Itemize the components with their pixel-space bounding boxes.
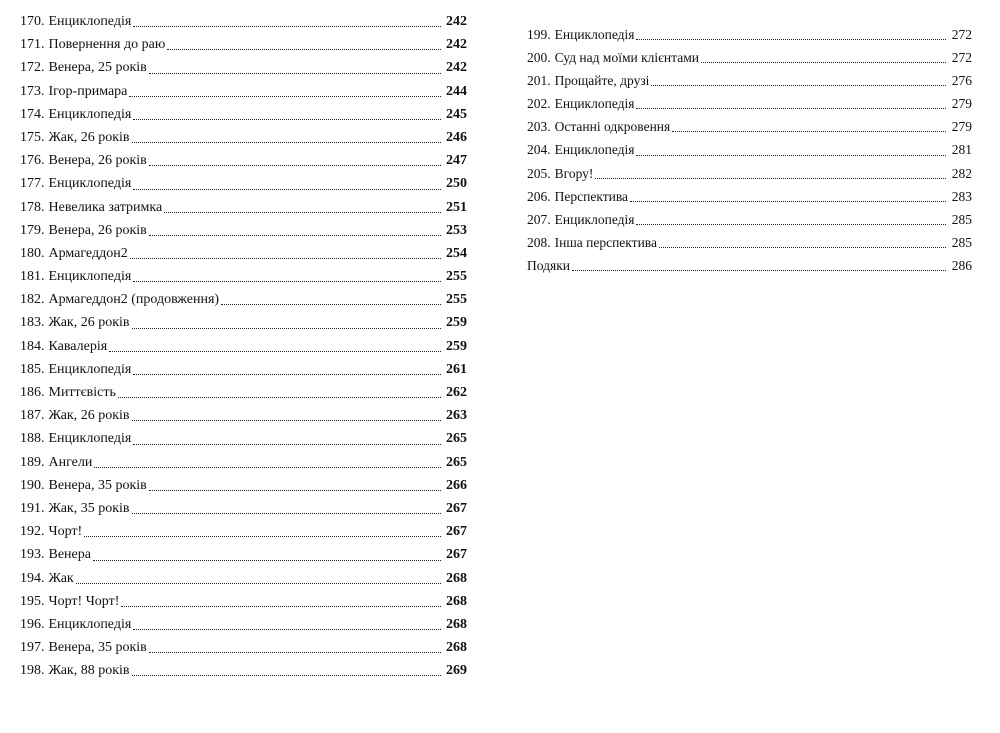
entry-title: Жак, 88 років xyxy=(48,663,130,679)
toc-entry[interactable] xyxy=(527,69,972,92)
entry-page-number: 250 xyxy=(446,176,467,192)
entry-number: 189. xyxy=(20,454,45,470)
toc-entry[interactable] xyxy=(20,149,467,172)
dot-leader xyxy=(595,177,946,179)
entry-number: 200. xyxy=(527,50,551,66)
toc-entry[interactable] xyxy=(20,474,467,497)
entry-page-number: 279 xyxy=(951,119,972,135)
entry-page-number: 254 xyxy=(446,245,467,261)
entry-title: Енциклопедія xyxy=(48,431,132,447)
dot-leader xyxy=(149,72,441,74)
entry-title: Кавалерія xyxy=(48,338,108,354)
entry-number: 195. xyxy=(20,593,45,609)
entry-title: Енциклопедія xyxy=(48,616,132,632)
entry-title: Жак, 26 років xyxy=(48,315,130,331)
entry-number: 183. xyxy=(20,315,45,331)
entry-page-number: 266 xyxy=(446,477,467,493)
entry-number: 207. xyxy=(527,211,551,227)
toc-entry[interactable] xyxy=(20,613,467,636)
entry-title: Жак, 26 років xyxy=(48,408,130,424)
entry-title: Суд над моїми клієнтами xyxy=(554,50,699,66)
entry-page-number: 285 xyxy=(951,234,972,250)
entry-title: Миттєвість xyxy=(48,385,116,400)
toc-entry[interactable] xyxy=(20,56,467,79)
entry-number: 192. xyxy=(20,524,45,540)
toc-entry[interactable] xyxy=(20,10,467,33)
toc-entry[interactable] xyxy=(527,23,972,46)
entry-page-number: 242 xyxy=(446,37,467,53)
dot-leader xyxy=(149,489,441,491)
dot-leader xyxy=(149,234,441,236)
entry-number: 193. xyxy=(20,547,45,563)
toc-entry[interactable] xyxy=(20,451,467,474)
entry-number: 172. xyxy=(20,60,45,76)
entry-page-number: 259 xyxy=(446,338,467,354)
toc-entry[interactable] xyxy=(20,311,467,334)
toc-entry[interactable] xyxy=(20,358,467,381)
entry-page-number: 244 xyxy=(446,83,467,99)
entry-page-number: 251 xyxy=(446,199,467,215)
toc-entry[interactable] xyxy=(20,265,467,288)
entry-page-number: 267 xyxy=(446,524,467,540)
entry-page-number: 255 xyxy=(446,269,467,285)
dot-leader xyxy=(130,257,441,259)
entry-page-number: 242 xyxy=(446,60,467,76)
entry-number: 208. xyxy=(527,234,551,250)
entry-number: 201. xyxy=(527,73,551,89)
toc-entry[interactable] xyxy=(527,162,972,185)
toc-entry[interactable] xyxy=(527,231,972,254)
dot-leader xyxy=(149,164,441,166)
entry-page-number: 285 xyxy=(951,211,972,227)
entry-title: Венера, 26 років xyxy=(48,153,147,169)
dot-leader xyxy=(701,61,946,63)
entry-title: Енциклопедія xyxy=(554,27,635,42)
entry-title: Подяки xyxy=(527,257,570,273)
entry-title: Ігор-примара xyxy=(48,83,128,99)
entry-title: Повернення до раю xyxy=(48,37,166,53)
entry-page-number: 255 xyxy=(446,292,467,308)
entry-number: 179. xyxy=(20,222,45,238)
dot-leader xyxy=(133,373,441,375)
dot-leader xyxy=(636,38,946,40)
toc-entry[interactable] xyxy=(20,636,467,659)
entry-title: Жак xyxy=(48,570,74,586)
entry-title: Армагеддон2 xyxy=(48,245,128,261)
entry-title: Останні одкровення xyxy=(554,119,671,135)
dot-leader xyxy=(149,651,441,653)
toc-entry[interactable] xyxy=(20,33,467,56)
dot-leader xyxy=(132,327,441,329)
toc-entry[interactable] xyxy=(20,80,467,103)
dot-leader xyxy=(133,443,441,445)
entry-title: Енциклопедія xyxy=(48,14,132,29)
entry-page-number: 282 xyxy=(951,165,972,181)
dot-leader xyxy=(133,25,441,27)
entry-number: 205. xyxy=(527,165,551,181)
dot-leader xyxy=(84,535,441,537)
dot-leader xyxy=(636,223,946,225)
entry-page-number: 262 xyxy=(446,385,467,400)
entry-page-number: 279 xyxy=(951,96,972,112)
toc-entry[interactable] xyxy=(20,427,467,450)
entry-number: 203. xyxy=(527,119,551,135)
toc-entry[interactable] xyxy=(527,46,972,69)
entry-page-number: 242 xyxy=(446,14,467,29)
entry-page-number: 268 xyxy=(446,593,467,609)
entry-title: Енциклопедія xyxy=(48,176,132,192)
toc-entry[interactable] xyxy=(20,219,467,242)
entry-number: 202. xyxy=(527,96,551,112)
entry-title: Чорт! Чорт! xyxy=(48,593,120,609)
entry-number: 180. xyxy=(20,245,45,261)
entry-title: Жак, 35 років xyxy=(48,500,130,516)
entry-number: 204. xyxy=(527,142,551,158)
entry-page-number: 269 xyxy=(446,663,467,679)
dot-leader xyxy=(133,628,441,630)
dot-leader xyxy=(132,674,441,676)
entry-page-number: 286 xyxy=(951,257,972,273)
entry-page-number: 247 xyxy=(446,153,467,169)
entry-page-number: 283 xyxy=(951,188,972,204)
entry-number: 185. xyxy=(20,361,45,377)
dot-leader xyxy=(133,280,441,282)
entry-title: Невелика затримка xyxy=(48,199,163,215)
entry-number: 186. xyxy=(20,385,45,400)
toc-entry[interactable] xyxy=(20,126,467,149)
entry-number: 187. xyxy=(20,408,45,424)
dot-leader xyxy=(121,605,441,607)
toc-entry[interactable] xyxy=(20,288,467,311)
entry-title: Венера, 25 років xyxy=(48,60,147,76)
entry-page-number: 261 xyxy=(446,361,467,377)
entry-title: Енциклопедія xyxy=(554,142,635,158)
dot-leader xyxy=(93,559,441,561)
dot-leader xyxy=(572,269,946,271)
entry-number: 178. xyxy=(20,199,45,215)
toc-entry[interactable] xyxy=(20,335,467,358)
toc-right-column xyxy=(527,23,972,277)
entry-title: Жак, 26 років xyxy=(48,129,130,145)
toc-entry[interactable] xyxy=(20,242,467,265)
entry-page-number: 276 xyxy=(951,73,972,89)
entry-page-number: 272 xyxy=(951,27,972,42)
toc-entry[interactable] xyxy=(527,208,972,231)
entry-title: Енциклопедія xyxy=(554,211,635,227)
toc-entry[interactable] xyxy=(20,520,467,543)
dot-leader xyxy=(672,130,946,132)
entry-title: Інша перспектива xyxy=(554,234,657,250)
dot-leader xyxy=(132,419,441,421)
toc-entry[interactable] xyxy=(527,138,972,161)
entry-number: 196. xyxy=(20,616,45,632)
entry-title: Енциклопедія xyxy=(48,269,132,285)
entry-page-number: 246 xyxy=(446,129,467,145)
entry-title: Перспектива xyxy=(554,188,629,204)
entry-page-number: 265 xyxy=(446,431,467,447)
entry-number: 206. xyxy=(527,188,551,204)
entry-title: Венера, 35 років xyxy=(48,477,147,493)
dot-leader xyxy=(76,582,441,584)
entry-title: Венера, 26 років xyxy=(48,222,147,238)
toc-entry[interactable] xyxy=(527,185,972,208)
dot-leader xyxy=(221,303,441,305)
entry-title: Венера, 35 років xyxy=(48,640,147,656)
dot-leader xyxy=(109,350,441,352)
entry-number: 175. xyxy=(20,129,45,145)
entry-title: Ангели xyxy=(48,454,93,470)
entry-page-number: 272 xyxy=(951,50,972,66)
entry-number: 198. xyxy=(20,663,45,679)
toc-entry[interactable] xyxy=(20,659,467,682)
entry-number: 170. xyxy=(20,14,45,29)
dot-leader xyxy=(636,107,946,109)
toc-entry[interactable] xyxy=(20,196,467,219)
entry-page-number: 253 xyxy=(446,222,467,238)
toc-left-column xyxy=(20,10,467,682)
dot-leader xyxy=(129,95,441,97)
entry-number: 188. xyxy=(20,431,45,447)
entry-number: 171. xyxy=(20,37,45,53)
entry-page-number: 263 xyxy=(446,408,467,424)
dot-leader xyxy=(630,200,946,202)
toc-entry[interactable] xyxy=(527,115,972,138)
entry-page-number: 268 xyxy=(446,640,467,656)
toc-entry[interactable] xyxy=(20,103,467,126)
toc-entry[interactable] xyxy=(527,254,972,277)
entry-number: 173. xyxy=(20,83,45,99)
entry-page-number: 268 xyxy=(446,570,467,586)
entry-number: 174. xyxy=(20,106,45,122)
dot-leader xyxy=(133,188,441,190)
entry-title: Чорт! xyxy=(48,524,83,540)
dot-leader xyxy=(659,246,946,248)
dot-leader xyxy=(636,154,946,156)
dot-leader xyxy=(133,118,441,120)
entry-number: 176. xyxy=(20,153,45,169)
entry-title: Армагеддон2 (продовження) xyxy=(48,292,220,308)
entry-number: 194. xyxy=(20,570,45,586)
dot-leader xyxy=(167,48,441,50)
entry-number: 199. xyxy=(527,27,551,42)
entry-page-number: 281 xyxy=(951,142,972,158)
dot-leader xyxy=(164,211,441,213)
toc-entry[interactable] xyxy=(20,497,467,520)
dot-leader xyxy=(132,512,441,514)
entry-title: Енциклопедія xyxy=(48,361,132,377)
entry-page-number: 265 xyxy=(446,454,467,470)
dot-leader xyxy=(132,141,441,143)
entry-number: 182. xyxy=(20,292,45,308)
entry-number: 181. xyxy=(20,269,45,285)
toc-entry[interactable] xyxy=(20,543,467,566)
entry-title: Енциклопедія xyxy=(554,96,635,112)
toc-entry[interactable] xyxy=(20,567,467,590)
entry-page-number: 267 xyxy=(446,500,467,516)
entry-page-number: 268 xyxy=(446,616,467,632)
entry-page-number: 259 xyxy=(446,315,467,331)
entry-title: Прощайте, друзі xyxy=(554,73,650,89)
entry-number: 190. xyxy=(20,477,45,493)
dot-leader xyxy=(94,466,441,468)
dot-leader xyxy=(651,84,946,86)
entry-number: 184. xyxy=(20,338,45,354)
entry-page-number: 245 xyxy=(446,106,467,122)
entry-title: Вгору! xyxy=(554,165,594,181)
entry-title: Венера xyxy=(48,547,91,563)
entry-number: 191. xyxy=(20,500,45,516)
toc-entry[interactable] xyxy=(20,172,467,195)
dot-leader xyxy=(118,396,441,398)
toc-entry[interactable] xyxy=(20,590,467,613)
entry-number: 197. xyxy=(20,640,45,656)
entry-page-number: 267 xyxy=(446,547,467,563)
toc-entry[interactable] xyxy=(20,404,467,427)
toc-entry[interactable] xyxy=(20,381,467,404)
toc-entry[interactable] xyxy=(527,92,972,115)
entry-number: 177. xyxy=(20,176,45,192)
entry-title: Енциклопедія xyxy=(48,106,132,122)
